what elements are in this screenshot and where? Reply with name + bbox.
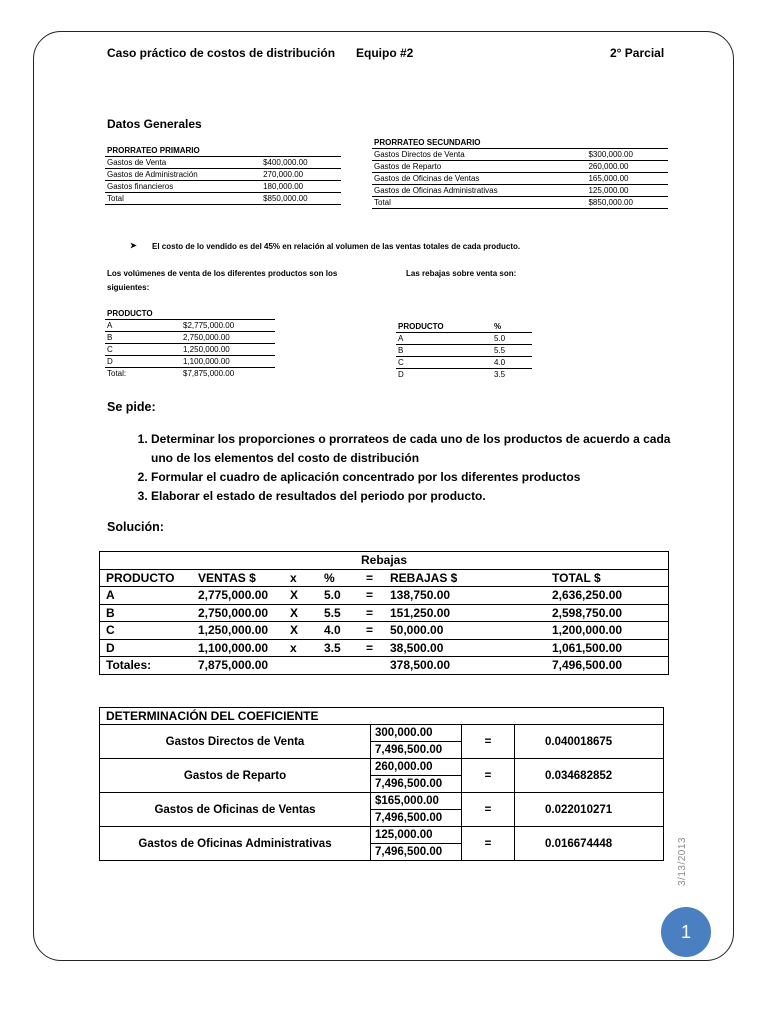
primario-value: $850,000.00 <box>261 193 341 205</box>
primario-label: Gastos financieros <box>105 181 261 193</box>
rebajas-cell: 2,636,250.00 <box>546 587 669 605</box>
primario-caption: PRORRATEO PRIMARIO <box>105 145 341 157</box>
volumes-value: 1,100,000.00 <box>181 356 275 368</box>
rebajas-cell: x <box>284 639 318 657</box>
rebajas-header: PRODUCTO <box>100 569 193 587</box>
table-row <box>100 587 669 605</box>
coef-label: Gastos de Oficinas Administrativas <box>100 827 371 861</box>
rebajas-cell: 151,250.00 <box>384 604 546 622</box>
secundario-label: Gastos Directos de Venta <box>372 149 586 161</box>
coef-equals: = <box>462 793 515 827</box>
coef-result: 0.040018675 <box>515 725 664 759</box>
rebajas-cell: 1,061,500.00 <box>546 639 669 657</box>
rebates-small-label: C <box>396 357 492 369</box>
rebajas-cell: = <box>360 587 384 605</box>
requirement-item: 1. Determinar los proporciones o prorrateos de cada uno de los productos de acuerdo a cada uno de los elementos del costo de distribución <box>151 430 671 468</box>
volumes-label: C <box>105 344 181 356</box>
rebajas-header: REBAJAS $ <box>384 569 546 587</box>
primario-label: Total <box>105 193 261 205</box>
coef-result: 0.016674448 <box>515 827 664 861</box>
requirements-list <box>107 430 721 506</box>
volumes-text-2: siguientes: <box>107 283 150 292</box>
table-row <box>100 639 669 657</box>
rebajas-cell: 38,500.00 <box>384 639 546 657</box>
volumes-label: B <box>105 332 181 344</box>
table-row <box>100 622 669 640</box>
secundario-table <box>372 137 668 209</box>
rebajas-cell: X <box>284 604 318 622</box>
coef-equals: = <box>462 725 515 759</box>
rebajas-cell: 2,598,750.00 <box>546 604 669 622</box>
rebajas-cell: 50,000.00 <box>384 622 546 640</box>
volumes-value: 2,750,000.00 <box>181 332 275 344</box>
coef-numerator: $165,000.00 <box>371 793 462 810</box>
rebajas-cell: X <box>284 622 318 640</box>
volumes-text-1: Los volúmenes de venta de los diferentes productos son los <box>107 269 338 278</box>
footer-date: 3/13/2013 <box>677 837 688 886</box>
volumes-caption: PRODUCTO <box>105 308 275 320</box>
coef-label: Gastos Directos de Venta <box>100 725 371 759</box>
rebates-small-header: % <box>492 321 532 333</box>
secundario-value: $300,000.00 <box>586 149 668 161</box>
primario-label: Gastos de Administración <box>105 169 261 181</box>
general-title: Datos Generales <box>107 117 202 131</box>
secundario-label: Gastos de Reparto <box>372 161 586 173</box>
requirement-item: 2. Formular el cuadro de aplicación concentrado por los diferentes productos <box>151 468 721 487</box>
rebajas-title: Rebajas <box>360 553 408 568</box>
page-number-badge: 1 <box>661 907 711 957</box>
coef-label: Gastos de Oficinas de Ventas <box>100 793 371 827</box>
rebajas-cell: 1,100,000.00 <box>192 639 284 657</box>
rebajas-total-cell: 7,496,500.00 <box>546 657 669 675</box>
coef-equals: = <box>462 759 515 793</box>
rebajas-cell: 138,750.00 <box>384 587 546 605</box>
rebates-small-label: B <box>396 345 492 357</box>
rebajas-cell: 2,750,000.00 <box>192 604 284 622</box>
arrow-bullet-icon: ➤ <box>130 241 137 250</box>
coef-title: DETERMINACIÓN DEL COEFICIENTE <box>100 708 664 725</box>
volumes-label: Total: <box>107 369 127 378</box>
rebates-text: Las rebajas sobre venta son: <box>406 269 517 278</box>
coef-numerator: 125,000.00 <box>371 827 462 844</box>
rebajas-cell: 4.0 <box>318 622 360 640</box>
coef-numerator: 300,000.00 <box>371 725 462 742</box>
rebajas-cell: A <box>100 587 193 605</box>
coef-denominator: 7,496,500.00 <box>371 776 462 793</box>
volumes-label: D <box>105 356 181 368</box>
doc-title: Caso práctico de costos de distribución <box>107 46 336 60</box>
se-pide-heading: Se pide: <box>107 400 156 414</box>
rebajas-cell: = <box>360 622 384 640</box>
volumes-value: $2,775,000.00 <box>181 320 275 332</box>
rebates-small-value: 3.5 <box>494 370 506 379</box>
rebajas-cell: C <box>100 622 193 640</box>
rebajas-cell: 5.5 <box>318 604 360 622</box>
rebajas-cell: = <box>360 639 384 657</box>
rebajas-header: = <box>360 569 384 587</box>
volumes-value: $7,875,000.00 <box>183 369 235 378</box>
rebajas-total-cell: Totales: <box>100 657 193 675</box>
term-label: 2° Parcial <box>610 46 665 60</box>
volumes-table <box>105 308 275 379</box>
bullet-note: El costo de lo vendido es del 45% en relación al volumen de las ventas totales de cada producto. <box>152 242 521 251</box>
rebajas-header: TOTAL $ <box>546 569 669 587</box>
rebajas-cell: D <box>100 639 193 657</box>
rebates-small-header: PRODUCTO <box>396 321 492 333</box>
rebajas-cell: B <box>100 604 193 622</box>
primario-label: Gastos de Venta <box>105 157 261 169</box>
rebates-small-label: A <box>396 333 492 345</box>
rebajas-total-cell: 378,500.00 <box>384 657 546 675</box>
coef-denominator: 7,496,500.00 <box>371 844 462 861</box>
rebajas-cell: 1,250,000.00 <box>192 622 284 640</box>
rebajas-cell: 3.5 <box>318 639 360 657</box>
primario-value: 180,000.00 <box>261 181 341 193</box>
secundario-value: $850,000.00 <box>586 197 668 209</box>
rebajas-total-cell: 7,875,000.00 <box>192 657 284 675</box>
rebajas-cell: 2,775,000.00 <box>192 587 284 605</box>
secundario-value: 260,000.00 <box>586 161 668 173</box>
coef-result: 0.022010271 <box>515 793 664 827</box>
rebates-small-value: 5.5 <box>492 345 532 357</box>
rebajas-cell: X <box>284 587 318 605</box>
secundario-label: Gastos de Oficinas de Ventas <box>372 173 586 185</box>
secundario-caption: PRORRATEO SECUNDARIO <box>372 137 668 149</box>
rebajas-header: x <box>284 569 318 587</box>
secundario-label: Gastos de Oficinas Administrativas <box>372 185 586 197</box>
coef-numerator: 260,000.00 <box>371 759 462 776</box>
primario-table <box>105 145 341 205</box>
rebajas-header: VENTAS $ <box>192 569 284 587</box>
coef-label: Gastos de Reparto <box>100 759 371 793</box>
rebates-small-table <box>396 321 532 380</box>
rebajas-cell: = <box>360 604 384 622</box>
secundario-label: Total <box>372 197 586 209</box>
rebates-small-value: 4.0 <box>492 357 532 369</box>
table-row <box>100 604 669 622</box>
team-label: Equipo #2 <box>356 46 414 60</box>
rebates-small-value: 5.0 <box>492 333 532 345</box>
rebajas-header: % <box>318 569 360 587</box>
totals-row <box>100 657 669 675</box>
rebates-small-label: D <box>398 370 404 379</box>
coef-equals: = <box>462 827 515 861</box>
coef-denominator: 7,496,500.00 <box>371 810 462 827</box>
rebajas-table <box>99 551 669 675</box>
rebajas-cell: 1,200,000.00 <box>546 622 669 640</box>
primario-value: $400,000.00 <box>261 157 341 169</box>
volumes-label: A <box>105 320 181 332</box>
rebajas-cell: 5.0 <box>318 587 360 605</box>
requirement-item: 3. Elaborar el estado de resultados del periodo por producto. <box>151 487 721 506</box>
secundario-value: 165,000.00 <box>586 173 668 185</box>
secundario-value: 125,000.00 <box>586 185 668 197</box>
coef-result: 0.034682852 <box>515 759 664 793</box>
solucion-heading: Solución: <box>107 520 164 534</box>
coeficiente-table <box>99 707 664 861</box>
primario-value: 270,000.00 <box>261 169 341 181</box>
coef-denominator: 7,496,500.00 <box>371 742 462 759</box>
volumes-value: 1,250,000.00 <box>181 344 275 356</box>
